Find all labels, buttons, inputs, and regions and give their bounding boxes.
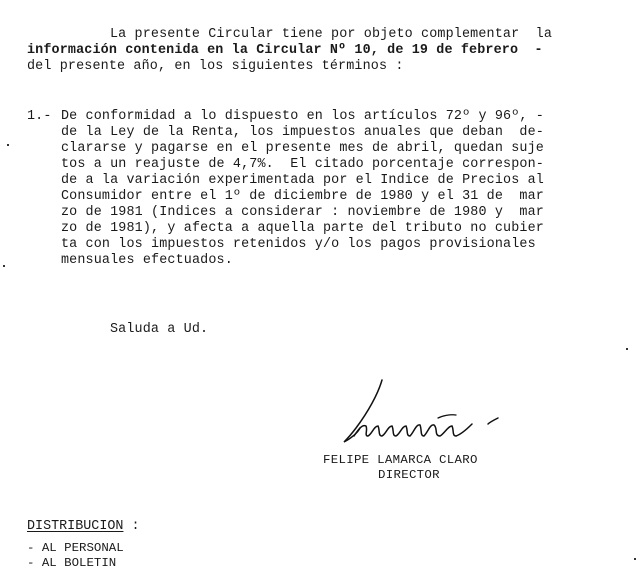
point-line-1: De conformidad a lo dispuesto en los artículos 72º y 96º, - (61, 109, 544, 124)
intro-line-1: La presente Circular tiene por objeto complementar la (110, 27, 553, 42)
distribution-heading (27, 519, 140, 535)
point-line-8: zo de 1981), y afecta a aquella parte del tributo no cubier (61, 221, 544, 236)
point-line-9: ta con los impuestos retenidos y/o los pagos provisionales (61, 237, 536, 252)
point-line-10: mensuales efectuados. (61, 253, 233, 268)
intro-line-2: información contenida en la Circular Nº 10, de 19 de febrero - (27, 43, 543, 58)
point-line-4: tos a un reajuste de 4,7%. El citado porcentaje correspon- (61, 157, 544, 172)
closing-salutation: Saluda a Ud. (110, 322, 209, 337)
point-line-7: zo de 1981 (Indices a considerar : noviembre de 1980 y mar (61, 205, 544, 220)
point-line-2: de la Ley de la Renta, los impuestos anuales que deban de- (61, 125, 544, 140)
distribution-heading-label: DISTRIBUCION (27, 519, 124, 534)
handwritten-signature (338, 378, 508, 448)
point-line-5: de a la variación experimentada por el Indice de Precios al (61, 173, 544, 188)
signer-title: DIRECTOR (378, 468, 440, 482)
point-line-6: Consumidor entre el 1º de diciembre de 1980 y el 31 de mar (61, 189, 544, 204)
intro-line-3: del presente año, en los siguientes términos : (27, 59, 404, 74)
scan-speck (634, 558, 636, 560)
distribution-heading-colon: : (123, 519, 140, 534)
point-number: 1.- (27, 109, 52, 124)
distribution-item: - AL BOLETIN (27, 556, 117, 570)
point-line-3: clararse y pagarse en el presente mes de abril, quedan suje (61, 141, 544, 156)
distribution-item: - AL PERSONAL (27, 541, 124, 555)
scan-speck (7, 144, 9, 146)
scan-speck (3, 265, 5, 267)
scan-speck (626, 348, 628, 350)
signer-name: FELIPE LAMARCA CLARO (323, 453, 478, 467)
